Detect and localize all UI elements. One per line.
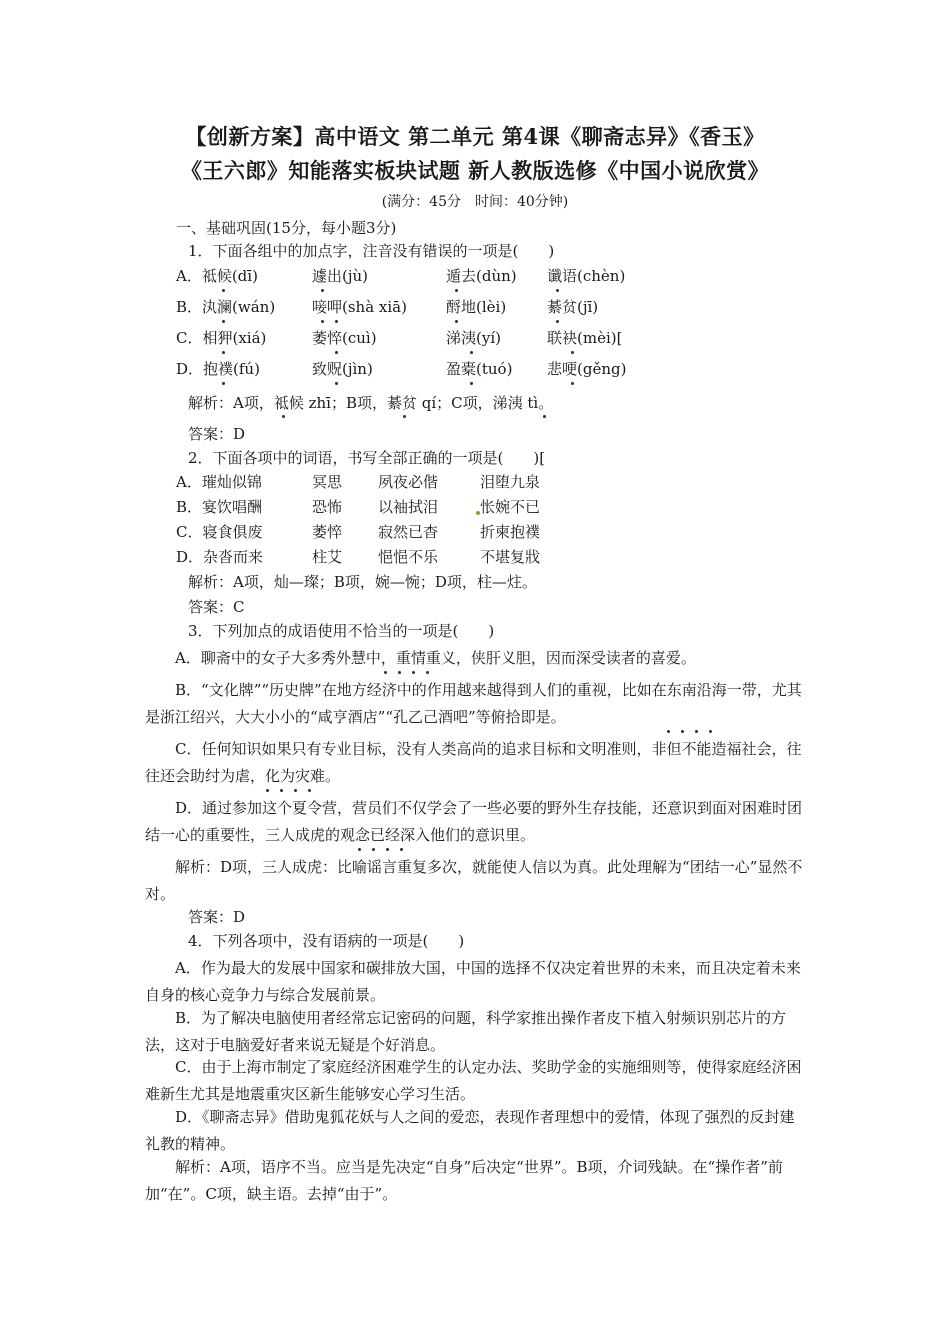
document-title-line-1: 【创新方案】高中语文 第二单元 第4课《聊斋志异》《香玉》 bbox=[185, 124, 765, 149]
q2-analysis: 解析：A项，灿—璨；B项，婉—惋；D项，柱—炷。 bbox=[188, 573, 537, 591]
q4-option-d: D．《聊斋志异》借助鬼狐花妖与人之间的爱恋，表现作者理想中的爱情，体现了强烈的反封建礼教的精神。 bbox=[145, 1108, 795, 1153]
emphasis-dot bbox=[403, 415, 406, 418]
q1-option-d-1: D．抱襆(fú) bbox=[176, 360, 260, 378]
emphasis-dot bbox=[709, 730, 712, 733]
q4-option-a: A．作为最大的发展中国家和碳排放大国，中国的选择不仅决定着世界的未来，而且决定着未来自身的核心竞争力与综合发展前景。 bbox=[145, 959, 801, 1004]
emphasis-dot bbox=[400, 848, 403, 851]
q2-option-b-1: B．宴饮唱酬 bbox=[176, 498, 263, 516]
emphasis-dot bbox=[335, 320, 338, 323]
emphasis-dot bbox=[280, 789, 283, 792]
emphasis-dot bbox=[556, 289, 559, 292]
emphasis-dot bbox=[412, 671, 415, 674]
emphasis-dot bbox=[282, 415, 285, 418]
emphasis-dot bbox=[321, 320, 324, 323]
emphasis-dot bbox=[695, 730, 698, 733]
emphasis-dot bbox=[321, 289, 324, 292]
q1-option-c-1: C．相狎(xiá) bbox=[176, 329, 267, 347]
q2-stem: 2．下面各项中的词语，书写全部正确的一项是( )[ bbox=[188, 449, 546, 467]
q2-option-c-3: 寂然已杳 bbox=[378, 523, 439, 541]
q1-option-a-2: 遽出(jù) bbox=[312, 267, 369, 285]
q1-option-c-4: 联袂(mèi)[ bbox=[547, 329, 623, 347]
emphasis-dot bbox=[294, 789, 297, 792]
q2-option-d-2: 柱艾 bbox=[312, 548, 343, 566]
q1-option-c-2: 萎悴(cuì) bbox=[312, 329, 377, 347]
q2-option-b-2: 恐怖 bbox=[312, 498, 343, 516]
q2-option-a-1: A．璀灿似锦 bbox=[176, 473, 262, 491]
q2-option-c-1: C．寝食俱废 bbox=[176, 523, 263, 541]
emphasis-dot bbox=[571, 382, 574, 385]
emphasis-dot bbox=[335, 351, 338, 354]
emphasis-dot bbox=[556, 320, 559, 323]
q2-option-c-4: 折柬抱襆 bbox=[480, 523, 541, 541]
q1-option-a-3: 遁去(dùn) bbox=[446, 267, 517, 285]
emphasis-dot bbox=[455, 320, 458, 323]
emphasis-dot bbox=[222, 351, 225, 354]
emphasis-dot bbox=[543, 415, 546, 418]
q1-stem: 1．下面各组中的加点字，注音没有错误的一项是( ) bbox=[188, 242, 555, 260]
q3-analysis: 解析：D项，三人成虎：比喻谣言重复多次，就能使人信以为真。此处理解为“团结一心”显然不对。 bbox=[145, 858, 803, 903]
q3-option-c: C．任何知识如果只有专业目标，没有人类高尚的追求目标和文明准则，非但不能造福社会，往往还会助纣为虐，化为灾难。 bbox=[145, 740, 802, 785]
q1-option-d-4: 悲哽(gěng) bbox=[547, 360, 627, 378]
q2-option-a-4: 泪堕九泉 bbox=[480, 473, 541, 491]
q1-option-a-1: A．祗候(dī) bbox=[176, 267, 258, 285]
q1-option-d-2: 致贶(jìn) bbox=[312, 360, 373, 378]
q1-option-b-1: B．汍澜(wán) bbox=[176, 298, 276, 316]
q1-option-d-3: 盈橐(tuó) bbox=[446, 360, 513, 378]
emphasis-dot bbox=[222, 382, 225, 385]
emphasis-dot bbox=[398, 671, 401, 674]
q3-option-b: B．“文化牌”“历史牌”在地方经济中的作用越来越得到人们的重视，比如在东南沿海一带，尤其是浙江绍兴，大大小小的“咸亨酒店”“孔乙己酒吧”等俯拾即是。 bbox=[145, 681, 802, 726]
emphasis-dot bbox=[571, 351, 574, 354]
q1-option-b-4: 綦贫(jī) bbox=[547, 298, 599, 316]
q2-option-b-3: 以袖拭泪 bbox=[378, 498, 439, 516]
q1-option-a-4: 谶语(chèn) bbox=[547, 267, 626, 285]
emphasis-dot bbox=[384, 671, 387, 674]
emphasis-dot bbox=[470, 351, 473, 354]
q3-answer: 答案：D bbox=[188, 908, 246, 926]
section-heading: 一、基础巩固(15分，每小题3分) bbox=[176, 219, 397, 237]
q4-option-b: B．为了解决电脑使用者经常忘记密码的问题，科学家推出操作者皮下植入射频识别芯片的方法，这对于电脑爱好者来说无疑是个好消息。 bbox=[145, 1009, 787, 1054]
emphasis-dot bbox=[455, 289, 458, 292]
q1-option-b-2: 唼呷(shà xiā) bbox=[312, 298, 407, 316]
q1-analysis: 解析：A项，祗候 zhī；B项，綦贫 qí；C项，涕洟 tì。 bbox=[188, 394, 554, 412]
q3-option-d: D．通过参加这个夏令营，营员们不仅学会了一些必要的野外生存技能，还意识到面对困难时团结一心的重要性，三人成虎的观念已经深入他们的意识里。 bbox=[145, 799, 803, 844]
q1-option-c-3: 涕洟(yí) bbox=[446, 329, 501, 347]
emphasis-dot bbox=[372, 848, 375, 851]
emphasis-dot bbox=[358, 848, 361, 851]
emphasis-dot bbox=[426, 671, 429, 674]
q4-analysis: 解析：A项，语序不当。应当是先决定“自身”后决定“世界”。B项，介词残缺。在“操作者”前加“在”。C项，缺主语。去掉“由于”。 bbox=[145, 1158, 783, 1203]
emphasis-dot bbox=[681, 730, 684, 733]
stray-mark bbox=[476, 511, 480, 515]
q2-option-d-3: 悒悒不乐 bbox=[378, 548, 439, 566]
emphasis-dot bbox=[266, 789, 269, 792]
q1-answer: 答案：D bbox=[188, 425, 246, 443]
score-time-subtitle: (满分：45分 时间：40分钟) bbox=[381, 194, 569, 210]
document-title-line-2: 《王六郎》知能落实板块试题 新人教版选修《中国小说欣赏》 bbox=[180, 158, 770, 183]
q2-option-a-3: 夙夜必偕 bbox=[378, 473, 439, 491]
emphasis-dot bbox=[308, 789, 311, 792]
q2-option-c-2: 萎悴 bbox=[312, 523, 343, 541]
q3-stem: 3．下列加点的成语使用不恰当的一项是( ) bbox=[188, 622, 495, 640]
q4-option-c: C．由于上海市制定了家庭经济困难学生的认定办法、奖助学金的实施细则等，使得家庭经济困难新生尤其是地震重灾区新生能够安心学习生活。 bbox=[145, 1058, 802, 1103]
q2-option-a-2: 冥思 bbox=[312, 473, 343, 491]
q2-option-d-1: D．杂沓而来 bbox=[176, 548, 264, 566]
emphasis-dot bbox=[470, 382, 473, 385]
emphasis-dot bbox=[222, 320, 225, 323]
emphasis-dot bbox=[386, 848, 389, 851]
q3-option-a: A．聊斋中的女子大多秀外慧中，重情重义，侠肝义胆，因而深受读者的喜爱。 bbox=[175, 649, 696, 667]
q1-option-b-3: 酹地(lèi) bbox=[446, 298, 507, 316]
emphasis-dot bbox=[667, 730, 670, 733]
q4-stem: 4．下列各项中，没有语病的一项是( ) bbox=[188, 932, 465, 950]
q2-option-d-4: 不堪复戕 bbox=[480, 548, 541, 566]
q2-option-b-4: 怅婉不已 bbox=[480, 498, 541, 516]
emphasis-dot bbox=[222, 289, 225, 292]
q2-answer: 答案：C bbox=[188, 598, 245, 616]
emphasis-dot bbox=[335, 382, 338, 385]
